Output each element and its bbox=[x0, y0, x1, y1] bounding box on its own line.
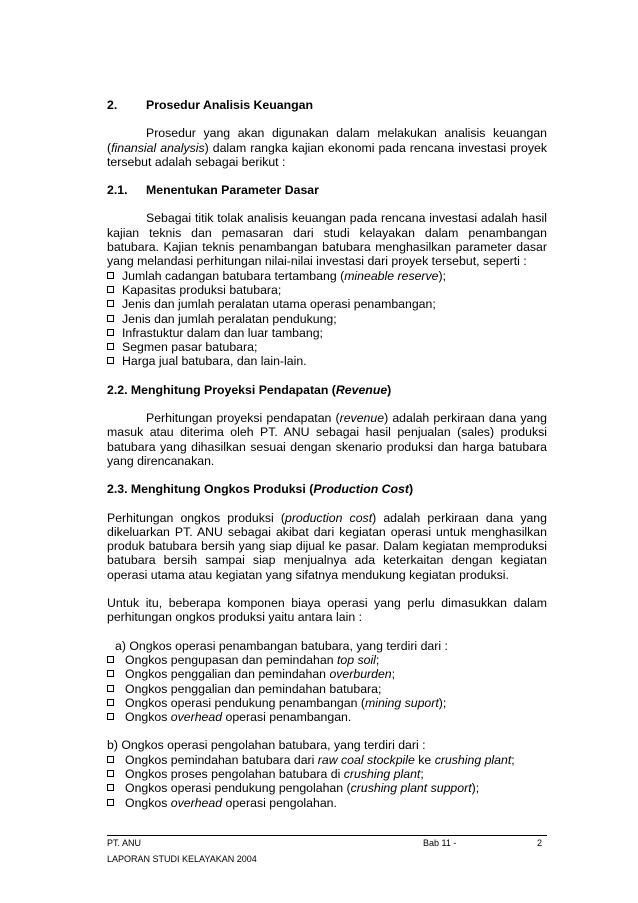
section-2-2-paragraph bbox=[107, 411, 547, 468]
checkbox-bullet-icon bbox=[107, 713, 114, 720]
text: ; bbox=[511, 752, 515, 767]
section-title: Prosedur Analisis Keuangan bbox=[146, 98, 313, 112]
list-item bbox=[107, 710, 547, 724]
text-italic: raw coal stockpile bbox=[317, 752, 415, 767]
text: Ongkos operasi pendukung penambangan ( bbox=[125, 695, 365, 710]
text: ; bbox=[391, 667, 396, 682]
text-italic: revenue bbox=[339, 411, 385, 426]
text: Ongkos penggalian dan pemindahan bbox=[125, 667, 330, 682]
checkbox-bullet-icon bbox=[107, 784, 114, 791]
list-item bbox=[107, 340, 547, 354]
text-italic: mining suport bbox=[364, 695, 439, 710]
checkbox-bullet-icon bbox=[107, 315, 114, 322]
text: Harga jual batubara, dan lain-lain. bbox=[122, 354, 307, 369]
parameter-list bbox=[107, 269, 547, 369]
list-item bbox=[107, 269, 547, 283]
list-item bbox=[107, 781, 547, 795]
text-italic: production cost bbox=[284, 510, 373, 525]
text: ; bbox=[375, 652, 380, 667]
checkbox-bullet-icon bbox=[107, 286, 114, 293]
list-item bbox=[107, 753, 547, 767]
text-italic: overburden bbox=[329, 667, 392, 682]
section-number: 2. bbox=[107, 98, 118, 112]
list-item bbox=[107, 283, 547, 297]
text-italic: crushing plant bbox=[434, 752, 512, 767]
text: Infrastuktur dalam dan luar tambang; bbox=[122, 325, 323, 340]
text: Ongkos bbox=[125, 795, 171, 810]
cost-group-b-label: b) Ongkos operasi pengolahan batubara, yang terdiri dari : bbox=[107, 738, 426, 753]
footer-chapter: Bab 11 - bbox=[423, 838, 457, 848]
text: Ongkos proses pengolahan batubara di bbox=[125, 766, 344, 781]
checkbox-bullet-icon bbox=[107, 300, 114, 307]
checkbox-bullet-icon bbox=[107, 799, 114, 806]
text: Ongkos penggalian dan pemindahan batubara; bbox=[125, 681, 382, 696]
section-2-1-heading bbox=[107, 183, 547, 197]
section-2-heading bbox=[107, 98, 547, 112]
text: Jenis dan jumlah peralatan pendukung; bbox=[122, 311, 337, 326]
section-2-3-paragraph-1 bbox=[107, 511, 547, 582]
list-item bbox=[107, 696, 547, 710]
list-item bbox=[107, 682, 547, 696]
text: ) bbox=[408, 482, 414, 497]
text-italic: crushing plant support bbox=[350, 781, 472, 796]
text: Perhitungan ongkos produksi ( bbox=[107, 510, 285, 525]
text-italic: mineable reserve bbox=[344, 268, 439, 283]
text: ); bbox=[438, 695, 447, 710]
list-item bbox=[107, 667, 547, 681]
text: ; bbox=[420, 766, 424, 781]
list-item bbox=[107, 653, 547, 667]
checkbox-bullet-icon bbox=[107, 357, 114, 364]
text-italic: Production Cost bbox=[313, 482, 409, 497]
list-item bbox=[107, 297, 547, 311]
checkbox-bullet-icon bbox=[107, 770, 114, 777]
section-2-1-paragraph: Sebagai titik tolak analisis keuangan pada rencana investasi adalah hasil kajian teknis dan pemasaran dari studi kelayakan dalam penambangan batubara. Kajian teknis penambangan batubara menghasilkan parameter dasar yang melandasi perhitungan nilai-nilai investasi dari proyek tersebut, seperti : bbox=[107, 211, 547, 269]
text: operasi penambangan. bbox=[222, 710, 352, 725]
text: ) adalah perkiraan dana yang masuk atau diterima oleh PT. ANU sebagai hasil penjualan (sales) produksi batubara yang dihasilkan sesuai dengan skenario produksi dan harga batubara yang direncanakan. bbox=[107, 411, 547, 468]
footer-report-title: LAPORAN STUDI KELAYAKAN 2004 bbox=[107, 854, 257, 864]
footer-company: PT. ANU bbox=[107, 838, 142, 848]
cost-group-b-list bbox=[107, 753, 547, 810]
text: ) adalah perkiraan dana yang dikeluarkan PT. ANU sebagai akibat dari kegiatan operasi untuk menghasilkan produk batubara bersih yang siap dijual ke pasar. Dalam kegiatan memproduksi batubara bersih sampai siap menjualnya ada keterkaitan dengan kegiatan operasi utama atau kegiatan yang sifatnya mendukung kegiatan produksi. bbox=[107, 510, 547, 582]
checkbox-bullet-icon bbox=[107, 272, 114, 279]
text: Segmen pasar batubara; bbox=[122, 340, 258, 355]
text-italic: top soil bbox=[336, 652, 376, 667]
section-2-3-paragraph-2: Untuk itu, beberapa komponen biaya operasi yang perlu dimasukkan dalam perhitungan ongkos produksi yaitu antara lain : bbox=[107, 596, 547, 625]
text: 2.2. Menghitung Proyeksi Pendapatan ( bbox=[107, 382, 336, 397]
text: ); bbox=[471, 781, 480, 796]
checkbox-bullet-icon bbox=[107, 756, 114, 763]
text: Jenis dan jumlah peralatan utama operasi penambangan; bbox=[122, 297, 436, 312]
text: 2.3. Menghitung Ongkos Produksi ( bbox=[107, 482, 314, 497]
section-title: Menentukan Parameter Dasar bbox=[146, 183, 319, 198]
text: ke bbox=[414, 752, 435, 767]
text-italic: overhead bbox=[170, 795, 223, 810]
list-item bbox=[107, 312, 547, 326]
text: Ongkos pengupasan dan pemindahan bbox=[125, 652, 337, 667]
text: Jumlah cadangan batubara tertambang ( bbox=[122, 268, 345, 283]
text: ) bbox=[387, 382, 392, 397]
text: ) dalam rangka kajian ekonomi pada rencana investasi proyek tersebut adalah sebagai berikut : bbox=[107, 140, 547, 169]
text-italic: finansial analysis bbox=[111, 140, 205, 155]
section-2-2-heading bbox=[107, 383, 547, 397]
checkbox-bullet-icon bbox=[107, 699, 114, 706]
list-item bbox=[107, 767, 547, 781]
cost-group-a-list bbox=[107, 653, 547, 724]
checkbox-bullet-icon bbox=[107, 656, 114, 663]
text: Perhitungan proyeksi pendapatan ( bbox=[146, 411, 340, 426]
text: Ongkos operasi pendukung pengolahan ( bbox=[125, 781, 351, 796]
checkbox-bullet-icon bbox=[107, 329, 114, 336]
document-body bbox=[107, 98, 547, 810]
checkbox-bullet-icon bbox=[107, 685, 114, 692]
text: ); bbox=[438, 268, 447, 283]
checkbox-bullet-icon bbox=[107, 670, 114, 677]
list-item bbox=[107, 354, 547, 368]
section-2-3-heading bbox=[107, 482, 547, 496]
text-italic: Revenue bbox=[335, 382, 388, 397]
footer-page-number: 2 bbox=[537, 838, 543, 848]
footer-divider bbox=[107, 835, 547, 836]
section-2-paragraph bbox=[107, 126, 547, 169]
text: operasi pengolahan. bbox=[222, 795, 337, 810]
text: Kapasitas produksi batubara; bbox=[122, 282, 282, 297]
section-number: 2.1. bbox=[107, 183, 128, 198]
list-item bbox=[107, 796, 547, 810]
text: Ongkos bbox=[125, 710, 171, 725]
text-italic: crushing plant bbox=[343, 766, 421, 781]
text: Prosedur yang akan digunakan dalam melakukan analisis keuangan ( bbox=[107, 126, 547, 155]
checkbox-bullet-icon bbox=[107, 343, 114, 350]
list-item bbox=[107, 326, 547, 340]
text: Ongkos pemindahan batubara dari bbox=[125, 752, 318, 767]
text-italic: overhead bbox=[170, 710, 223, 725]
cost-group-a-label: a) Ongkos operasi penambangan batubara, yang terdiri dari : bbox=[115, 638, 448, 653]
